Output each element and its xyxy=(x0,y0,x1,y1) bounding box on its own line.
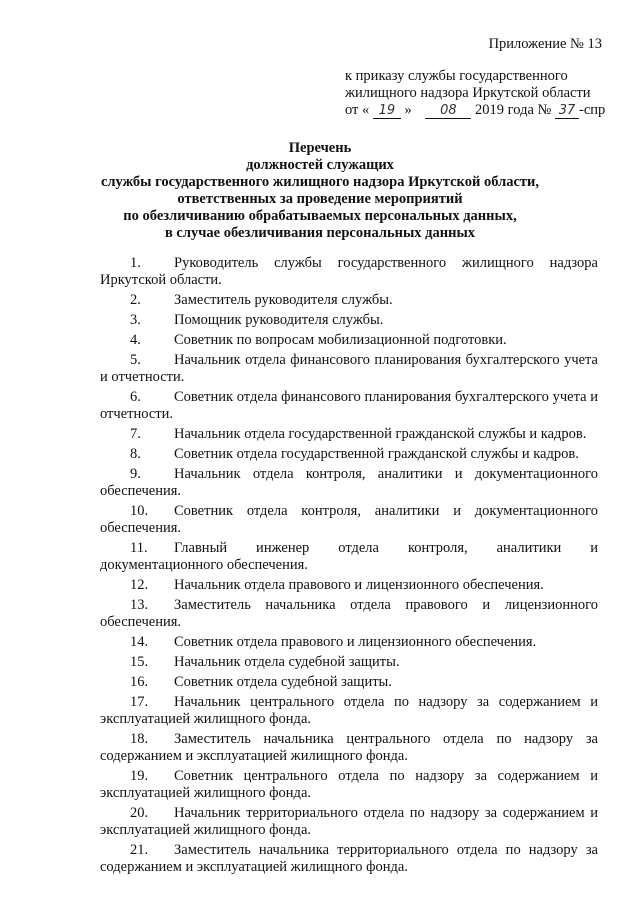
item-text: Главный инженер отдела контроля, аналитики и документационного обеспечения. xyxy=(100,540,598,573)
item-number: 13. xyxy=(130,597,149,613)
order-reference xyxy=(345,68,605,119)
item-number: 1. xyxy=(130,255,141,271)
list-item xyxy=(100,332,598,349)
item-number: 21. xyxy=(130,842,149,858)
item-text: Начальник центрального отдела по надзору за содержанием и эксплуатацией жилищного фонда. xyxy=(100,694,598,727)
item-text: Помощник руководителя службы. xyxy=(174,312,384,328)
title-line-3: службы государственного жилищного надзора Иркутской области, xyxy=(100,174,540,190)
item-text: Начальник отдела правового и лицензионного обеспечения. xyxy=(174,577,544,593)
title-line-5: по обезличиванию обрабатываемых персональных данных, xyxy=(123,208,517,224)
item-text: Заместитель начальника центрального отдела по надзору за содержанием и эксплуатацией жилищного фонда. xyxy=(100,731,598,764)
list-item xyxy=(100,426,598,443)
list-item xyxy=(100,446,598,463)
item-text: Советник отдела судебной защиты. xyxy=(174,674,392,690)
title-line-6: в случае обезличивания персональных данных xyxy=(164,225,476,241)
item-number: 14. xyxy=(130,634,149,650)
item-number: 2. xyxy=(130,292,141,308)
list-item xyxy=(100,768,598,802)
item-text: Советник центрального отдела по надзору за содержанием и эксплуатацией жилищного фонда. xyxy=(100,768,598,801)
list-item xyxy=(100,503,598,537)
document-title xyxy=(80,140,560,242)
item-text: Советник отдела государственной гражданской службы и кадров. xyxy=(174,446,579,462)
list-item xyxy=(100,292,598,309)
item-number: 3. xyxy=(130,312,141,328)
item-number: 19. xyxy=(130,768,149,784)
list-item xyxy=(100,694,598,728)
list-item xyxy=(100,731,598,765)
title-line-4: ответственных за проведение мероприятий xyxy=(177,191,463,207)
item-text: Заместитель начальника территориального отдела по надзору за содержанием и эксплуатацией жилищного фонда. xyxy=(100,842,598,875)
item-number: 18. xyxy=(130,731,149,747)
order-line-2: жилищного надзора Иркутской области xyxy=(345,85,591,101)
order-number: 37 xyxy=(555,104,579,119)
item-text: Начальник отдела контроля, аналитики и документационного обеспечения. xyxy=(100,466,598,499)
list-item xyxy=(100,577,598,594)
list-item xyxy=(100,805,598,839)
item-number: 6. xyxy=(130,389,141,405)
list-item xyxy=(100,634,598,651)
item-text: Руководитель службы государственного жилищного надзора Иркутской области. xyxy=(100,255,598,288)
order-line-1: к приказу службы государственного xyxy=(345,68,568,84)
order-prefix: от « xyxy=(345,102,370,118)
item-number: 5. xyxy=(130,352,141,368)
list-item xyxy=(100,352,598,386)
title-line-1: Перечень xyxy=(288,140,352,156)
list-item xyxy=(100,597,598,631)
list-item xyxy=(100,654,598,671)
item-text: Начальник отдела финансового планирования бухгалтерского учета и отчетности. xyxy=(100,352,598,385)
item-text: Начальник отдела государственной гражданской службы и кадров. xyxy=(174,426,587,442)
order-year: 2019 года № xyxy=(475,102,552,118)
order-date-line xyxy=(345,102,605,119)
item-text: Начальник территориального отдела по надзору за содержанием и эксплуатацией жилищного фонда. xyxy=(100,805,598,838)
item-text: Советник по вопросам мобилизационной подготовки. xyxy=(174,332,507,348)
item-number: 15. xyxy=(130,654,149,670)
item-number: 12. xyxy=(130,577,149,593)
list-item xyxy=(100,466,598,500)
item-number: 16. xyxy=(130,674,149,690)
order-suffix: -спр xyxy=(578,102,606,118)
order-mid: » xyxy=(404,102,412,118)
list-item xyxy=(100,842,598,876)
order-month: 08 xyxy=(425,104,471,119)
item-number: 20. xyxy=(130,805,149,821)
order-day: 19 xyxy=(373,104,401,119)
item-text: Советник отдела финансового планирования бухгалтерского учета и отчетности. xyxy=(100,389,598,422)
item-number: 7. xyxy=(130,426,141,442)
title-line-2: должностей служащих xyxy=(246,157,394,173)
item-text: Советник отдела правового и лицензионного обеспечения. xyxy=(174,634,537,650)
item-text: Заместитель руководителя службы. xyxy=(174,292,393,308)
item-text: Заместитель начальника отдела правового и лицензионного обеспечения. xyxy=(100,597,598,630)
list-item xyxy=(100,540,598,574)
list-item xyxy=(100,312,598,329)
item-number: 4. xyxy=(130,332,141,348)
item-number: 11. xyxy=(130,540,148,556)
positions-list xyxy=(100,255,598,879)
appendix-label: Приложение № 13 xyxy=(488,36,602,52)
item-number: 10. xyxy=(130,503,149,519)
item-number: 9. xyxy=(130,466,141,482)
list-item xyxy=(100,255,598,289)
item-text: Советник отдела контроля, аналитики и документационного обеспечения. xyxy=(100,503,598,536)
item-number: 17. xyxy=(130,694,149,710)
item-text: Начальник отдела судебной защиты. xyxy=(174,654,400,670)
list-item xyxy=(100,674,598,691)
item-number: 8. xyxy=(130,446,141,462)
list-item xyxy=(100,389,598,423)
